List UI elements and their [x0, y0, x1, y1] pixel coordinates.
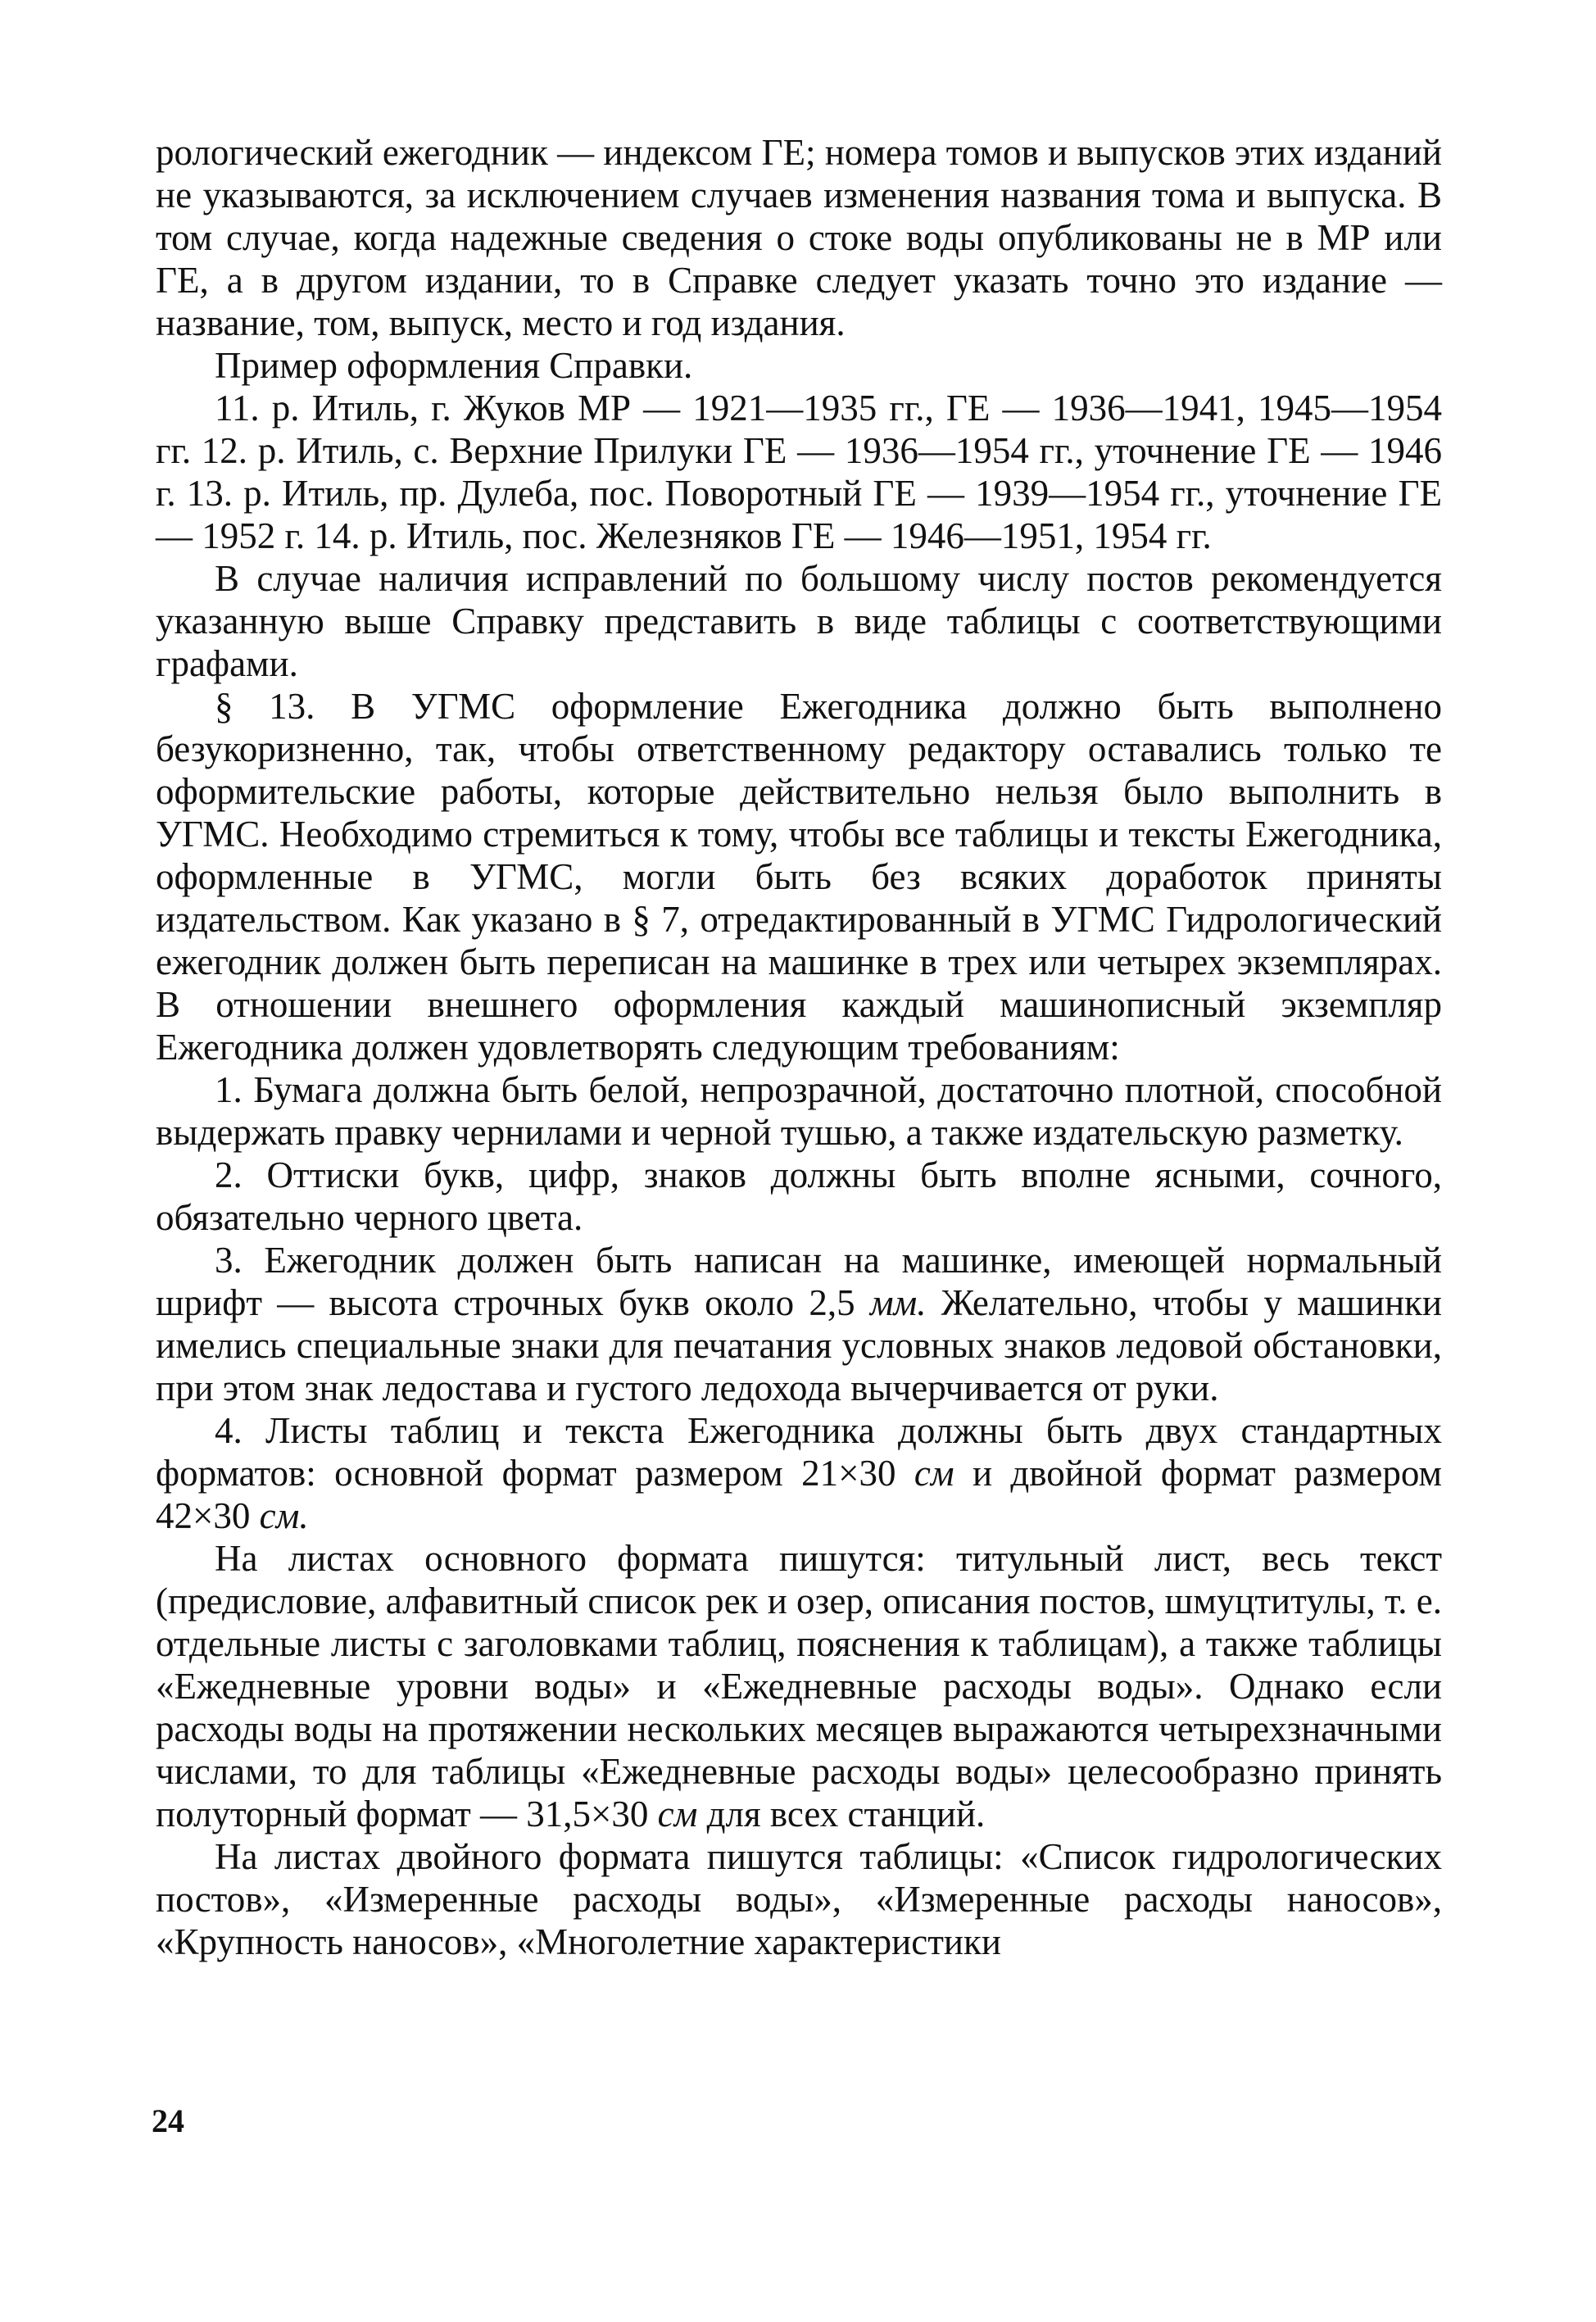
paragraph: [156, 1537, 1442, 1835]
text-run: 3. Ежегодник должен быть написан на машинке, имеющей нормальный шрифт — высота строчных букв около 2,5: [156, 1240, 1442, 1323]
paragraph: [156, 1239, 1442, 1409]
text-run: и двойной формат размером 42×30: [156, 1453, 1443, 1536]
paragraph: 11. р. Итиль, г. Жуков МР — 1921—1935 гг., ГЕ — 1936—1941, 1945—1954 гг. 12. р. Итиль, с. Верхние Прилуки ГЕ — 1936—1954 гг., уточнение ГЕ — 1946 г. 13. р. Итиль, пр. Дулеба, пос. Поворотный ГЕ — 1939—1954 гг., уточнение ГЕ — 1952 г. 14. р. Итиль, пос. Железняков ГЕ — 1946—1951, 1954 гг.: [156, 388, 1442, 556]
unit-text: см: [914, 1453, 954, 1494]
unit-text: см: [657, 1794, 698, 1834]
paragraph: § 13. В УГМС оформление Ежегодника должно быть выполнено безукоризненно, так, чтобы ответственному редактору оставались только те оформительские работы, которые действительно нельзя было выполнить в УГМС. Необходимо стремиться к тому, чтобы все таблицы и тексты Ежегодника, оформленные в УГМС, могли быть без всяких доработок приняты издательством. Как указано в § 7, отредактированный в УГМС Гидрологический ежегодник должен быть переписан на машинке в трех или четырех экземплярах. В отношении внешнего оформления каждый машинописный экземпляр Ежегодника должен удовлетворять следующим требованиям:: [156, 686, 1442, 1068]
paragraph: 1. Бумага должна быть белой, непрозрачной, достаточно плотной, способной выдержать правку чернилами и черной тушью, а также издательскую разметку.: [156, 1069, 1442, 1153]
paragraph: В случае наличия исправлений по большому числу постов рекомендуется указанную выше Справку представить в виде таблицы с соответствующими графами.: [156, 558, 1442, 684]
unit-text: мм.: [869, 1282, 927, 1323]
document-body: [156, 131, 1442, 1963]
text-run: Желательно, чтобы у машинки имелись специальные знаки для печатания условных знаков ледовой обстановки, при этом знак ледостава и густого ледохода вычерчивается от руки.: [156, 1282, 1443, 1408]
text-run: На листах основного формата пишутся: титульный лист, весь текст (предисловие, алфавитный список рек и озер, описания постов, шмуцтитулы, т. е. отдельные листы с заголовками таблиц, пояснения к таблицам), а также таблицы «Ежедневные уровни воды» и «Ежедневные расходы воды». Однако если расходы воды на протяжении нескольких месяцев выражаются четырехзначными числами, то для таблицы «Ежедневные расходы воды» целесообразно принять полуторный формат — 31,5×30: [156, 1538, 1442, 1834]
text-run: для всех станций.: [697, 1794, 986, 1834]
unit-text: см.: [259, 1495, 309, 1536]
paragraph: 2. Оттиски букв, цифр, знаков должны быть вполне ясными, сочного, обязательно черного цвета.: [156, 1154, 1442, 1238]
paragraph: [156, 1409, 1442, 1537]
text-run: 4. Листы таблиц и текста Ежегодника должны быть двух стандартных форматов: основной формат размером 21×30: [156, 1410, 1442, 1494]
page-number: 24: [152, 2102, 184, 2139]
paragraph: Пример оформления Справки.: [215, 345, 693, 386]
paragraph: рологический ежегодник — индексом ГЕ; номера томов и выпусков этих изданий не указываются, за исключением случаев изменения названия тома и выпуска. В том случае, когда надежные сведения о стоке воды опубликованы не в МР или ГЕ, а в другом издании, то в Справке следует указать точно это издание — название, том, выпуск, место и год издания.: [156, 132, 1442, 343]
paragraph: На листах двойного формата пишутся таблицы: «Список гидрологических постов», «Измеренные расходы воды», «Измеренные расходы наносов», «Крупность наносов», «Многолетние характеристики: [156, 1836, 1442, 1962]
